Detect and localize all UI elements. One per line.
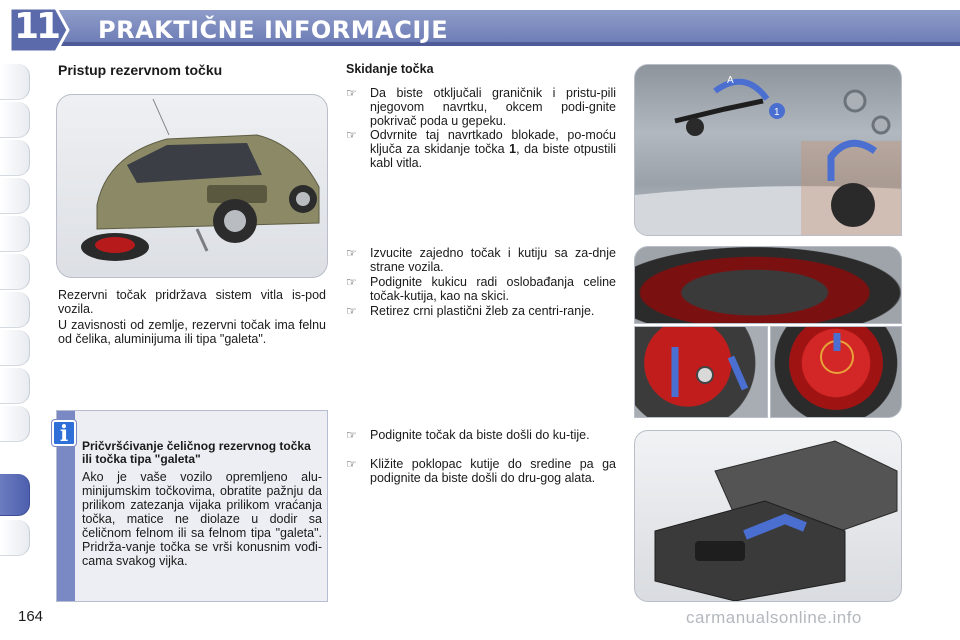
list-item: ☞ Podignite kukicu radi oslobađanja celine točak-kutija, kao na skici. xyxy=(346,275,616,303)
section-title: Pristup rezervnom točku xyxy=(58,62,223,78)
chapter-tab-active[interactable] xyxy=(0,474,30,516)
pointing-hand-icon: ☞ xyxy=(346,246,357,260)
paragraph-rim-types: U zavisnosti od zemlje, rezervni točak ima felnu od čelika, aluminijuma ili tipa "galeta". xyxy=(58,318,326,346)
chapter-tab[interactable] xyxy=(0,254,30,290)
page-number: 164 xyxy=(18,608,44,625)
page-title: PRAKTIČNE INFORMACIJE xyxy=(98,16,449,44)
pointing-hand-icon: ☞ xyxy=(346,275,357,289)
pointing-hand-icon: ☞ xyxy=(346,304,357,318)
callout-label-a: A xyxy=(727,75,734,86)
list-item: ☞ Da biste otključali graničnik i pristu-pili njegovom navrtku, okcem podi-gnite pokrivač poda u gepeku. xyxy=(346,86,616,128)
pointing-hand-icon: ☞ xyxy=(346,128,357,142)
wheel-centering-illustration xyxy=(770,326,902,418)
chapter-tab[interactable] xyxy=(0,330,30,366)
chapter-tab[interactable] xyxy=(0,292,30,328)
list-item: ☞ Kližite poklopac kutije do sredine pa ga podignite da biste došli do dru-gog alata. xyxy=(346,457,616,485)
car-spare-wheel-illustration xyxy=(56,94,328,278)
info-box-text: Ako je vaše vozilo opremljeno alu-minijumskim točkovima, obratite pažnju da prilikom zatezanja vijaka prilikom vraćanja točka, matice ne diolaze u dodir sa čeličnom felnom ili sa felnom tipa "galeta". Pridrža-vanje točka se vrši konusnim vođi-cama svakog vijka. xyxy=(82,470,322,568)
chapter-tab[interactable] xyxy=(0,216,30,252)
pointing-hand-icon: ☞ xyxy=(346,457,357,471)
tool-kit-box-illustration xyxy=(634,430,902,602)
chapter-tab[interactable] xyxy=(0,406,30,442)
chapter-tab[interactable] xyxy=(0,64,30,100)
list-item: ☞ Izvucite zajedno točak i kutiju sa za-dnje strane vozila. xyxy=(346,246,616,274)
subsection-title: Skidanje točka xyxy=(346,62,434,76)
info-box-title: Pričvršćivanje čeličnog rezervnog točka ili točka tipa "galeta" xyxy=(82,439,311,466)
chapter-tab-rail xyxy=(0,64,32,574)
pointing-hand-icon: ☞ xyxy=(346,86,357,100)
paragraph-winch: Rezervni točak pridržava sistem vitla is-pod vozila. xyxy=(58,288,326,316)
tire-top-illustration xyxy=(634,246,902,324)
chapter-tab[interactable] xyxy=(0,368,30,404)
info-icon: i xyxy=(52,420,76,446)
list-item: ☞ Podignite točak da biste došli do ku-tije. xyxy=(346,428,590,442)
chapter-number: 11 xyxy=(14,6,59,47)
boot-floor-illustration xyxy=(634,64,902,236)
pointing-hand-icon: ☞ xyxy=(346,428,357,442)
chapter-tab[interactable] xyxy=(0,178,30,214)
callout-label-1: 1 xyxy=(774,107,780,118)
chapter-tab[interactable] xyxy=(0,102,30,138)
list-item: ☞ Retirez crni plastični žleb za centri-ranje. xyxy=(346,304,595,318)
list-item: ☞ Odvrnite taj navrtkado blokade, po-moću ključa za skidanje točka 1, da biste otpustili kabl vitla. xyxy=(346,128,616,170)
key-reference: 1 xyxy=(509,142,517,156)
winch-hook-illustration xyxy=(634,326,768,418)
chapter-tab[interactable] xyxy=(0,140,30,176)
watermark: carmanualsonline.info xyxy=(686,608,862,627)
chapter-tab[interactable] xyxy=(0,520,30,556)
